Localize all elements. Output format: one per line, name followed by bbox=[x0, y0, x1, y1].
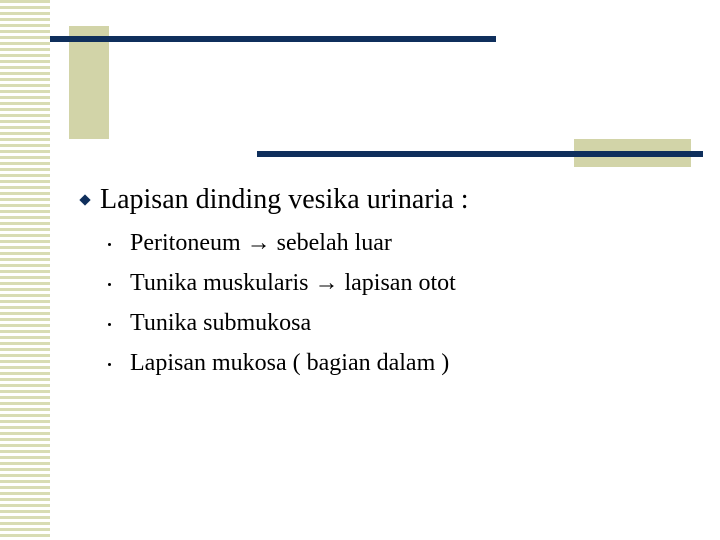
list-item-text: Peritoneum → sebelah luar bbox=[130, 230, 392, 256]
list-item-text: Tunika muskularis → lapisan otot bbox=[130, 270, 456, 296]
slide-heading-text: Lapisan dinding vesika urinaria : bbox=[100, 184, 469, 215]
dot-bullet-icon bbox=[108, 243, 111, 246]
decorative-navy-bar-middle bbox=[257, 151, 703, 157]
dot-bullet-icon bbox=[108, 283, 111, 286]
dot-bullet-icon bbox=[108, 363, 111, 366]
list-item-text: Tunika submukosa bbox=[130, 310, 312, 336]
diamond-bullet-icon bbox=[79, 194, 90, 205]
decorative-stripe-strip bbox=[0, 0, 50, 540]
list-item-text: Lapisan mukosa ( bagian dalam ) bbox=[130, 350, 450, 376]
slide-heading bbox=[79, 183, 469, 217]
decorative-navy-bar-top bbox=[50, 36, 496, 42]
dot-bullet-icon bbox=[108, 323, 111, 326]
decorative-khaki-block-top bbox=[69, 26, 109, 139]
